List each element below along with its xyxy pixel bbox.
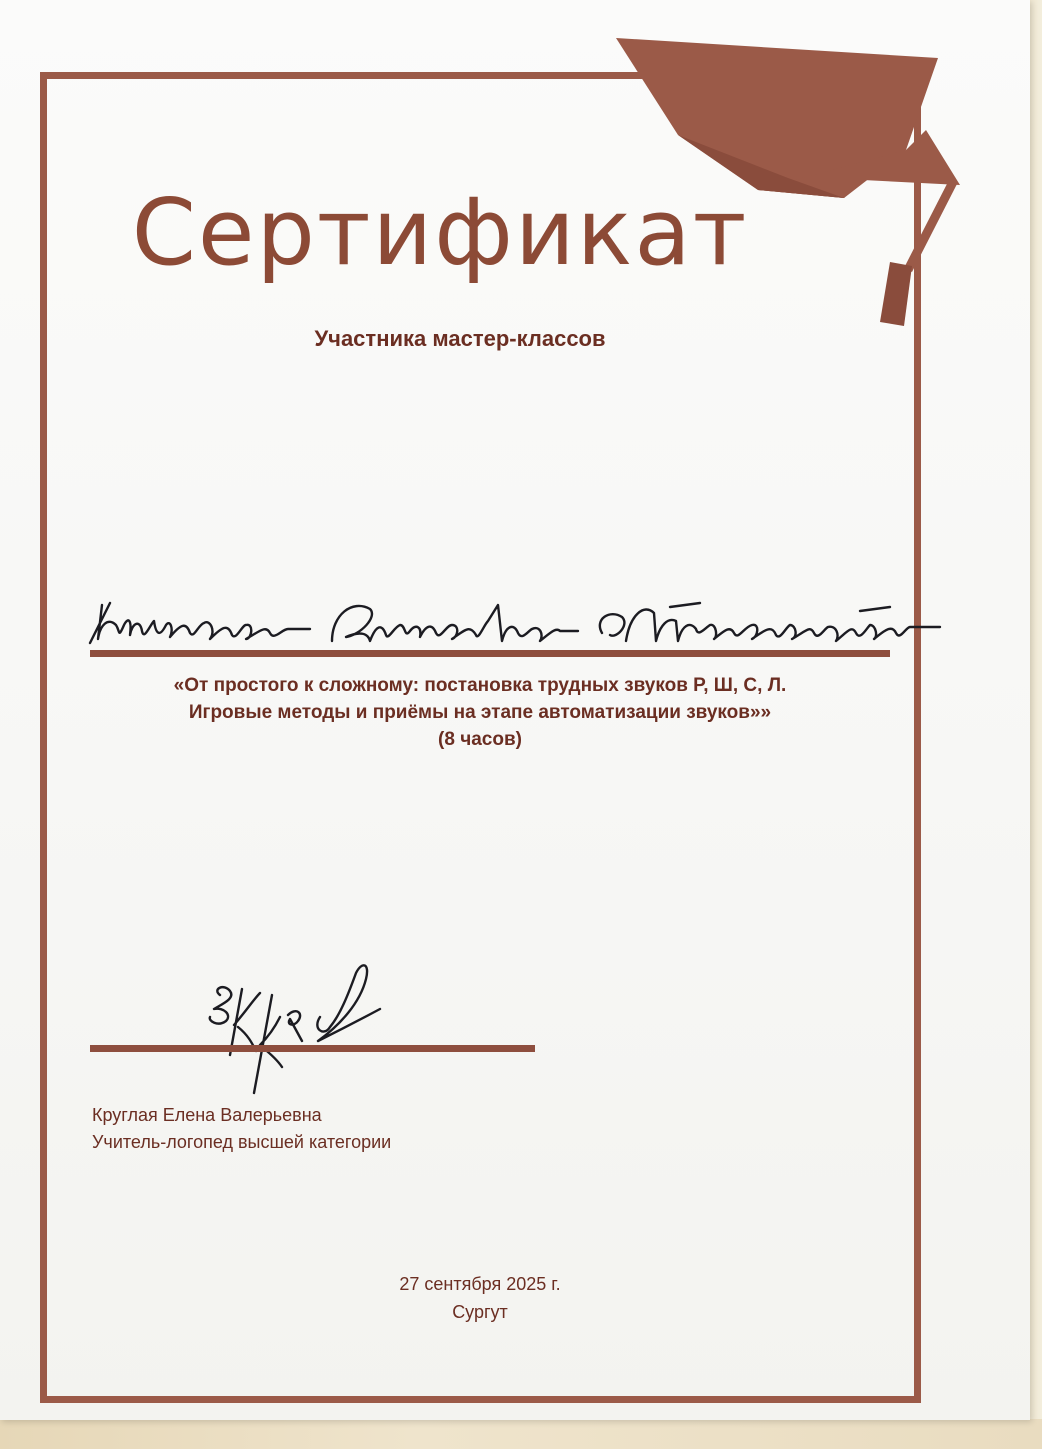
background-surface <box>0 1419 1042 1449</box>
certificate-title: Сертификат <box>131 179 749 286</box>
certificate-subtitle: Участника мастер-классов <box>314 326 606 351</box>
course-hours: (8 часов) <box>438 729 522 750</box>
signature-line <box>90 1045 535 1052</box>
date-place-block <box>280 1270 680 1326</box>
signer-name: Круглая Елена Валерьевна <box>92 1105 322 1125</box>
course-title-line-2: Игровые методы и приёмы на этапе автоматизации звуков»» <box>188 702 772 723</box>
paper-edge <box>1028 0 1042 1449</box>
course-description <box>100 672 860 753</box>
issue-city: Сургут <box>452 1302 508 1322</box>
signer-title: Учитель-логопед высшей категории <box>92 1132 392 1152</box>
course-title-line-1: «От простого к сложному: постановка трудных звуков Р, Ш, С, Л. <box>173 675 787 696</box>
signer-block <box>92 1102 391 1156</box>
handwritten-signature <box>190 955 410 1105</box>
issue-date: 27 сентября 2025 г. <box>399 1274 561 1294</box>
recipient-name-underline <box>90 650 890 657</box>
